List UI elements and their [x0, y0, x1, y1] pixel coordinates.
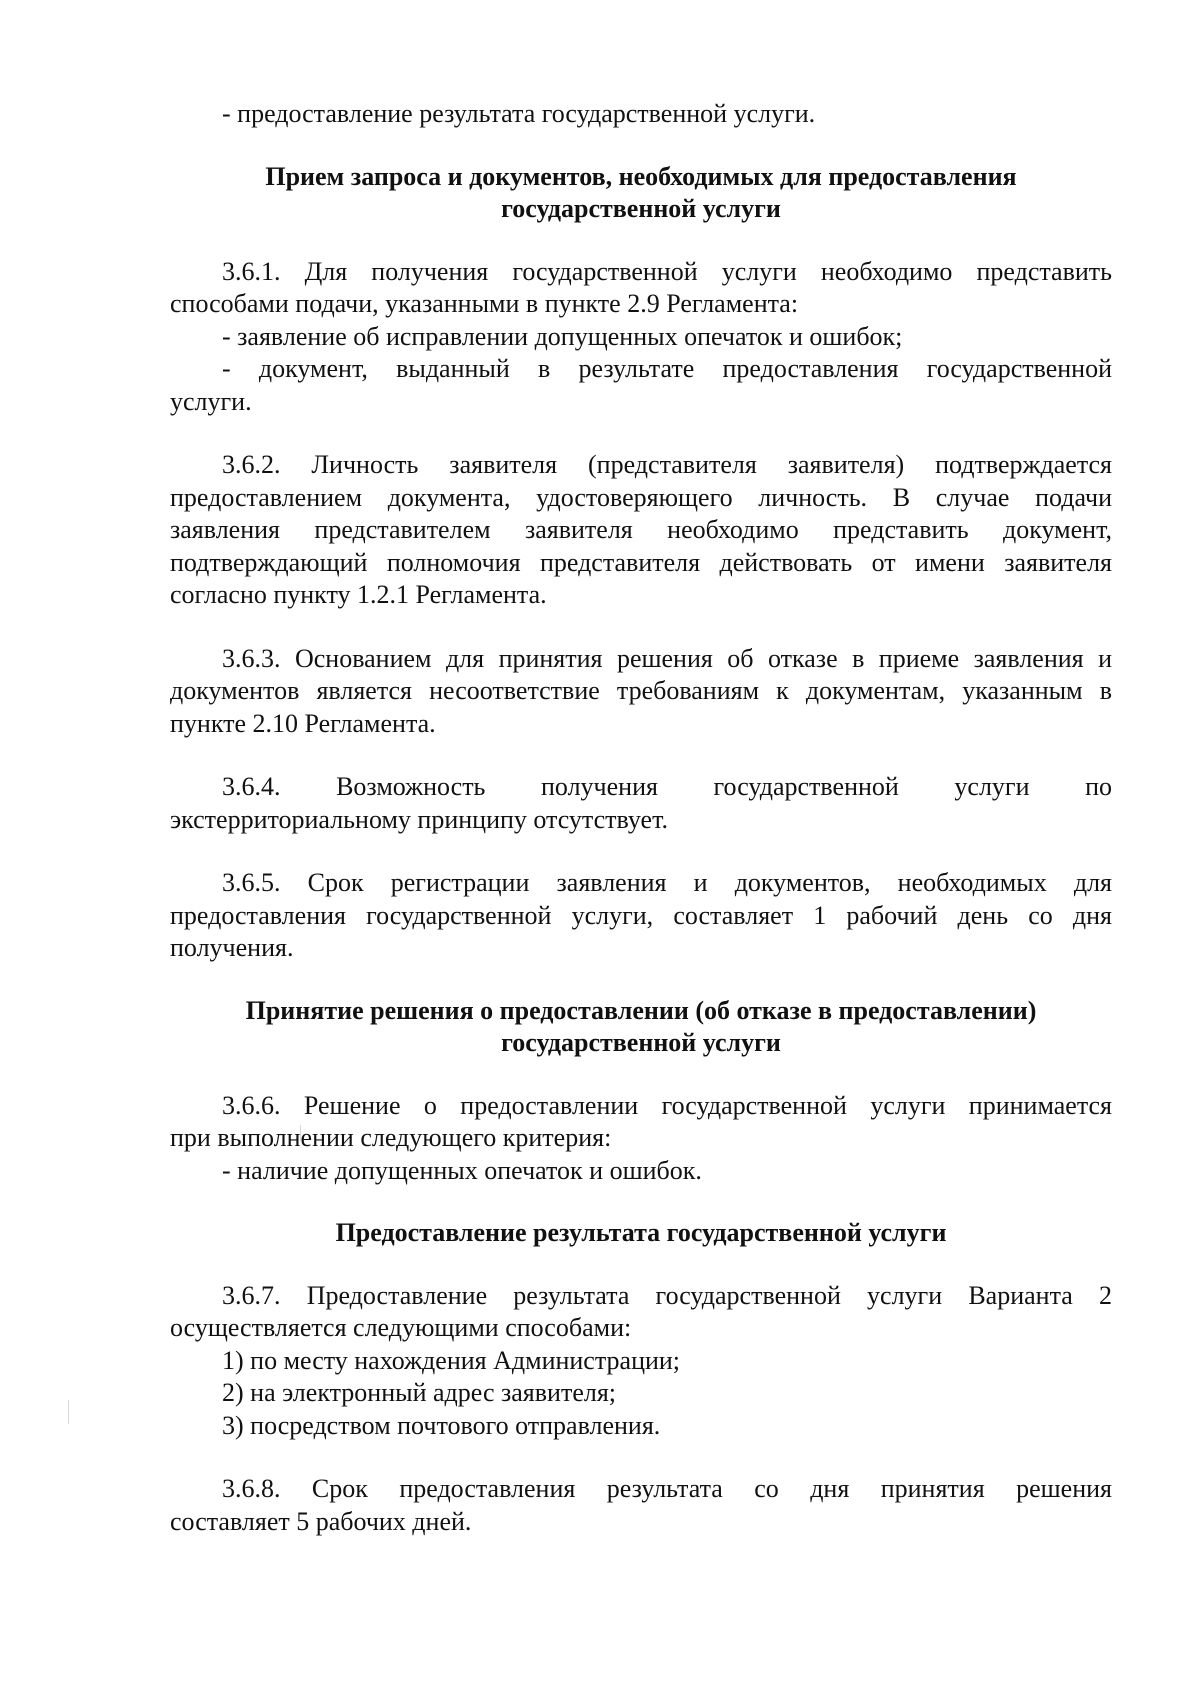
heading-line: Принятие решения о предоставлении (об отказе в предоставлении) [245, 995, 1037, 1025]
list-item: - документ, выданный в результате предоставления государственной [222, 354, 1112, 383]
list-item: 1) по месту нахождения Администрации; [222, 1345, 681, 1375]
paragraph-line: заявления представителем заявителя необходимо представить документ, [170, 515, 1112, 544]
paragraph-line: подтверждающий полномочия представителя действовать от имени заявителя [170, 547, 1112, 577]
paragraph-line: согласно пункту 1.2.1 Регламента. [170, 580, 547, 609]
paragraph-line: 3.6.6. Решение о предоставлении государственной услуги принимается [222, 1090, 1112, 1120]
heading-line: государственной услуги [501, 194, 781, 223]
scan-artifact [68, 1400, 69, 1424]
paragraph-3-6-3 [170, 643, 1112, 741]
section-heading [170, 995, 1112, 1060]
heading-line: Прием запроса и документов, необходимых для предоставления [265, 161, 1017, 191]
section-heading [170, 161, 1112, 226]
document-body [170, 98, 1112, 1538]
paragraph-line: предоставлением документа, удостоверяющего личность. В случае подачи [170, 482, 1112, 512]
paragraph-line: 3.6.5. Срок регистрации заявления и документов, необходимых для [222, 868, 1112, 897]
paragraph-3-6-6 [170, 1090, 1112, 1188]
paragraph-line: способами подачи, указанными в пункте 2.9 Регламента: [170, 289, 799, 318]
list-item: - заявление об исправлении допущенных опечаток и ошибок; [222, 321, 903, 351]
paragraph-line: при выполнении следующего критерия: [170, 1123, 612, 1152]
paragraph-line: экстерриториальному принципу отсутствует. [170, 804, 668, 834]
heading-line: Предоставление результата государственной услуги [335, 1218, 947, 1247]
paragraph-3-6-8 [170, 1473, 1112, 1538]
paragraph-3-6-1 [170, 256, 1112, 419]
paragraph-line: 3.6.2. Личность заявителя (представителя заявителя) подтверждается [222, 450, 1112, 479]
paragraph-line: предоставления государственной услуги, составляет 1 рабочий день со дня [170, 900, 1112, 930]
paragraph-line: составляет 5 рабочих дней. [170, 1506, 472, 1536]
paragraph-line: 3.6.3. Основанием для принятия решения об отказе в приеме заявления и [222, 643, 1112, 673]
paragraph-3-6-7 [170, 1280, 1112, 1443]
list-item: 3) посредством почтового отправления. [222, 1410, 661, 1440]
section-heading [170, 1217, 1112, 1250]
paragraph-line: 3.6.4. Возможность получения государственной услуги по [222, 772, 1112, 801]
list-item: 2) на электронный адрес заявителя; [222, 1378, 617, 1407]
paragraph-line: услуги. [170, 386, 252, 416]
list-item: - наличие допущенных опечаток и ошибок. [222, 1155, 702, 1185]
paragraph-3-6-5 [170, 867, 1112, 965]
intro-line: - предоставление результата государственной услуги. [222, 99, 816, 128]
paragraph-line: получения. [170, 933, 294, 962]
paragraph-line: 3.6.1. Для получения государственной услуги необходимо представить [222, 256, 1112, 286]
paragraph-3-6-4 [170, 771, 1112, 836]
paragraph-3-6-2 [170, 449, 1112, 612]
paragraph-line: осуществляется следующими способами: [170, 1313, 632, 1342]
paragraph-line: 3.6.8. Срок предоставления результата со дня принятия решения [222, 1474, 1112, 1503]
paragraph-line: пункте 2.10 Регламента. [170, 708, 436, 738]
heading-line: государственной услуги [501, 1028, 781, 1057]
paragraph-line: документов является несоответствие требованиям к документам, указанным в [170, 676, 1112, 705]
paragraph-line: 3.6.7. Предоставление результата государственной услуги Варианта 2 [222, 1280, 1112, 1310]
